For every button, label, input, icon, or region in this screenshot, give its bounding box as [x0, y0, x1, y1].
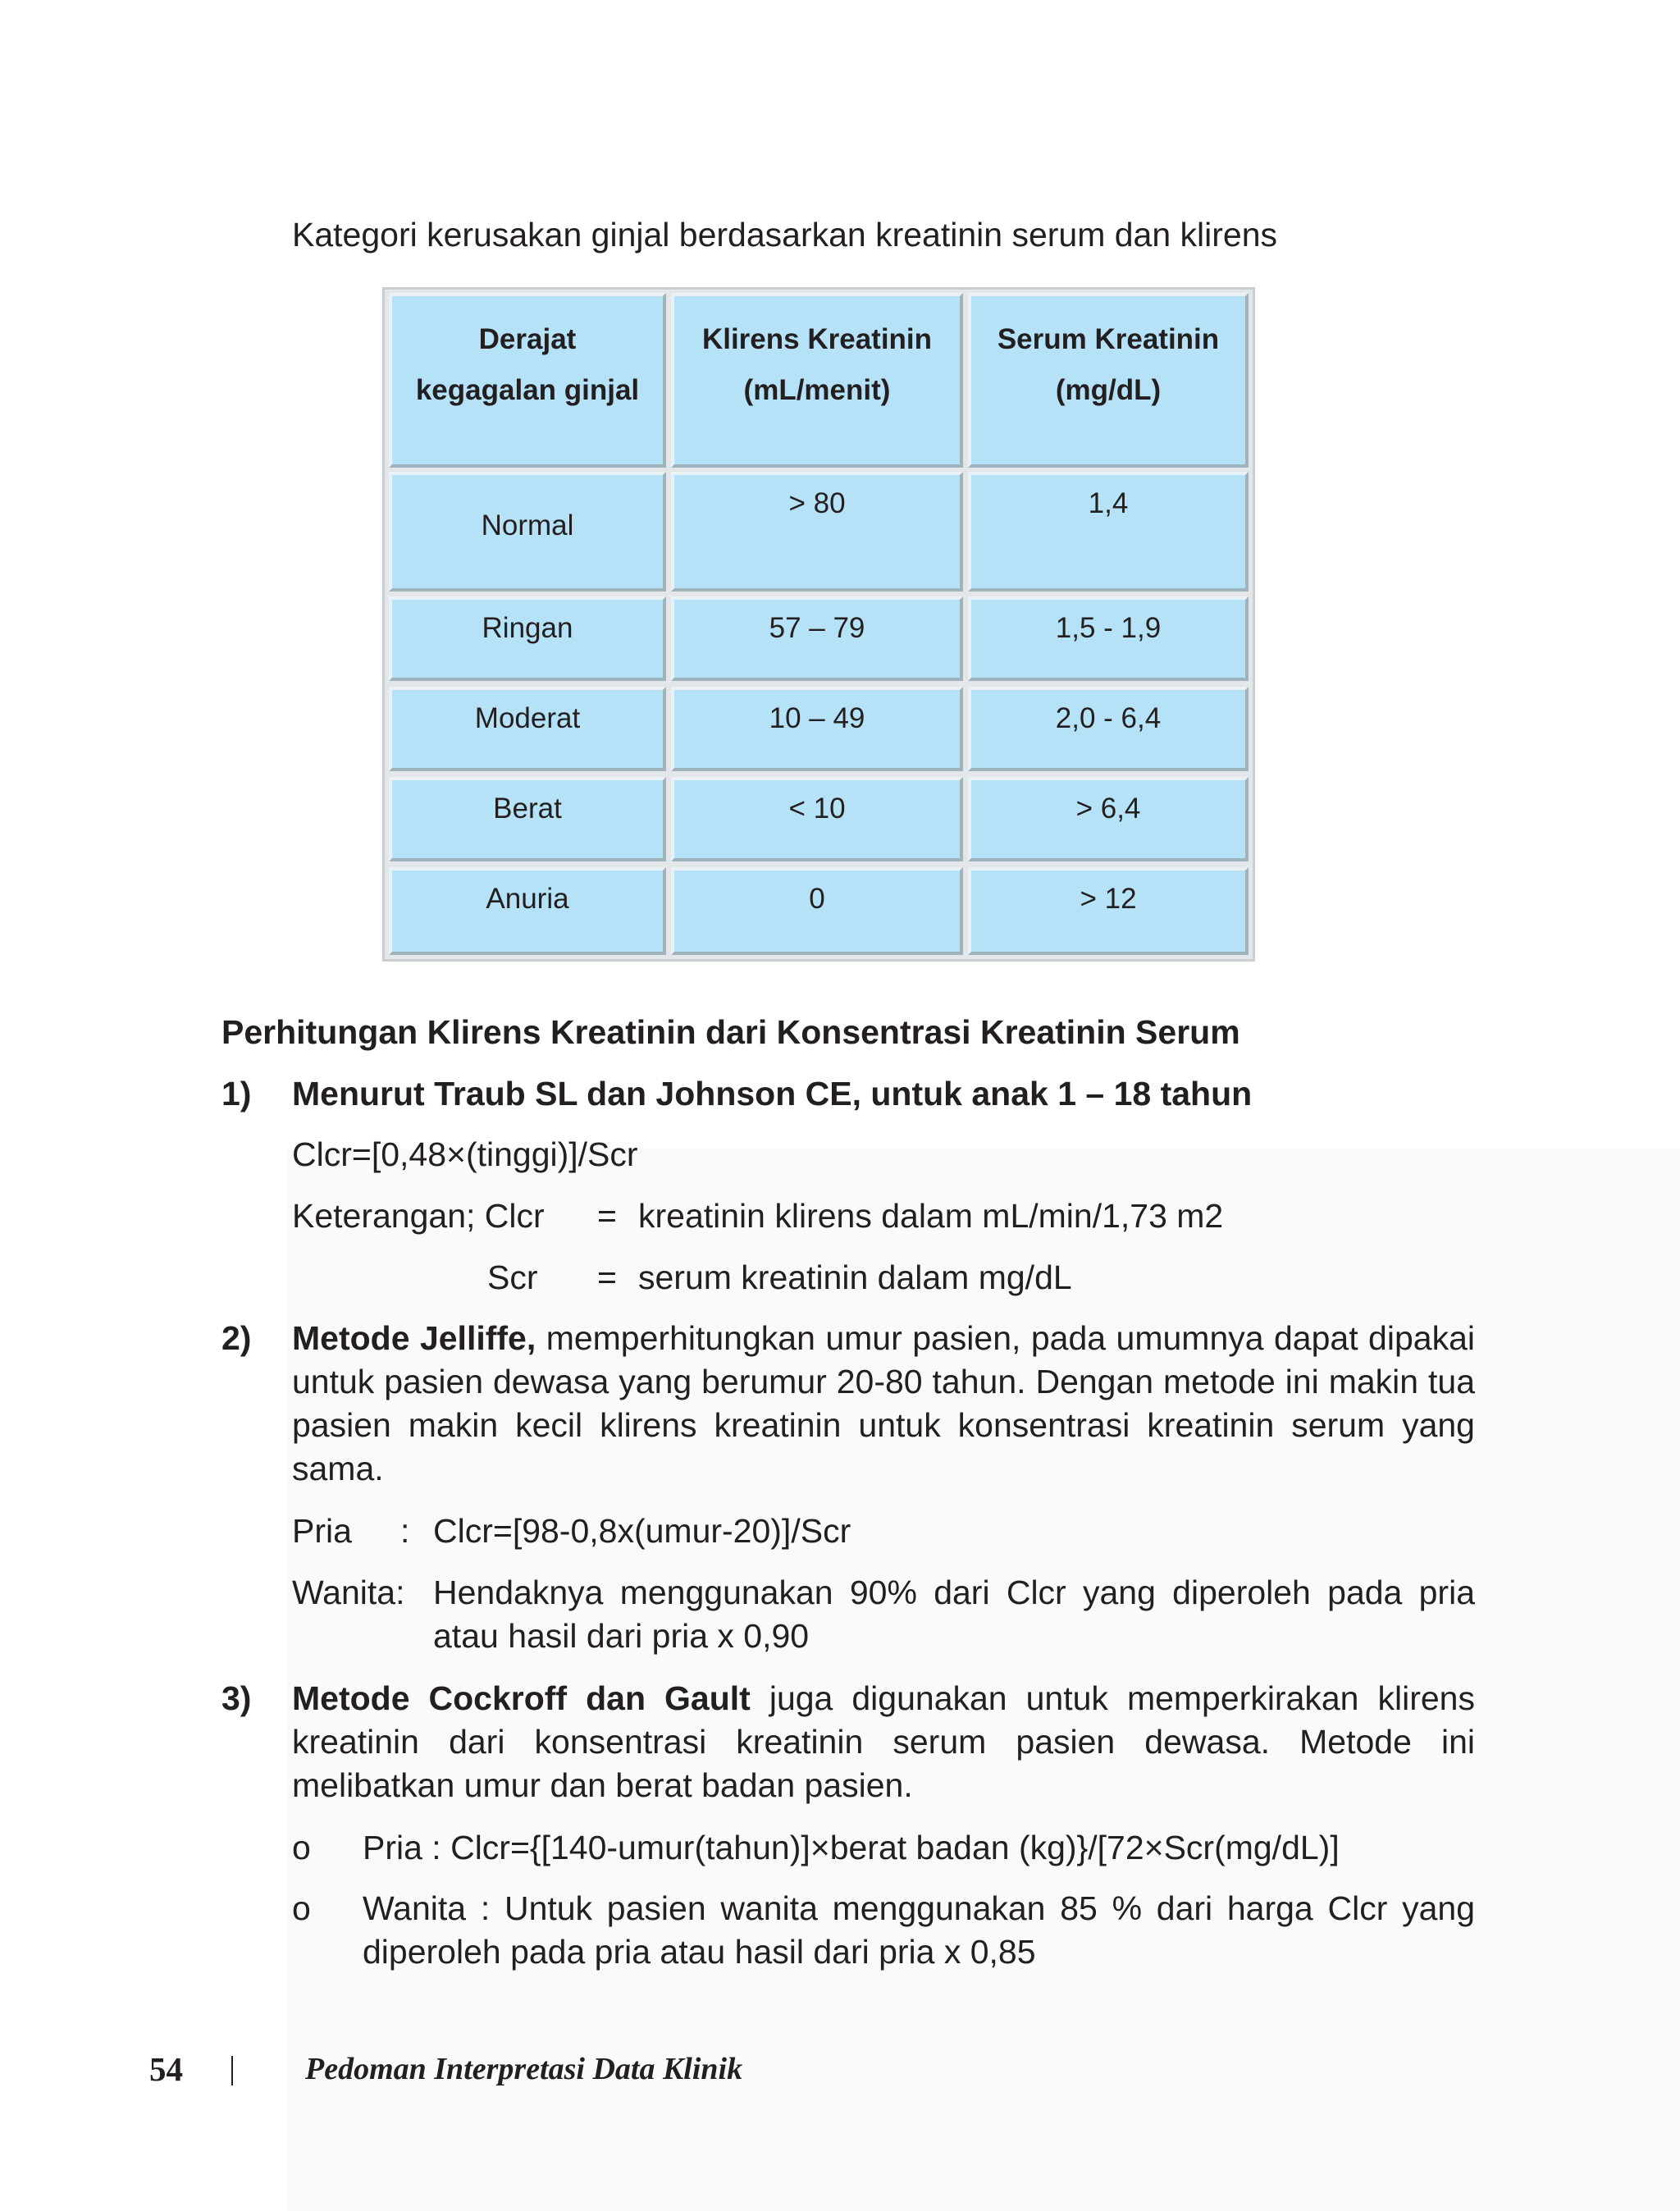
table-cell: > 6,4: [968, 777, 1249, 861]
item-paragraph: [292, 1317, 1475, 1491]
table-cell: 10 – 49: [671, 687, 963, 771]
wanita-note: Hendaknya menggunakan 90% dari Clcr yang diperoleh pada pria atau hasil dari pria x 0,90: [433, 1574, 1475, 1655]
table-caption: Kategori kerusakan ginjal berdasarkan kreatinin serum dan klirens: [292, 216, 1278, 254]
header-line: Klirens Kreatinin: [701, 323, 933, 355]
table-header-serum: [968, 293, 1249, 468]
item-number: 1): [221, 1075, 252, 1112]
table-cell: Berat: [389, 777, 666, 861]
table-cell: Moderat: [389, 687, 666, 771]
table-cell: < 10: [671, 777, 963, 861]
formula-jelliffe: Clcr=[98-0,8x(umur-20)]/Scr: [433, 1512, 851, 1550]
table-cell: Ringan: [389, 596, 666, 681]
item-lead: Metode Jelliffe,: [292, 1319, 536, 1357]
table-header-derajat: [389, 293, 666, 468]
page-number: 54: [149, 2050, 183, 2088]
header-line: Serum Kreatinin: [997, 323, 1220, 355]
item-lead: Metode Cockroff dan Gault: [292, 1679, 751, 1717]
bullet-marker: o: [292, 1829, 311, 1866]
header-line: kegagalan ginjal: [415, 374, 640, 406]
note-definition: serum kreatinin dalam mg/dL: [638, 1259, 1072, 1296]
note-equals: =: [597, 1259, 617, 1296]
header-line: Derajat: [478, 323, 577, 355]
table-cell: Normal: [389, 472, 666, 592]
note-definition: kreatinin klirens dalam mL/min/1,73 m2: [638, 1197, 1224, 1235]
formula-traub: Clcr=[0,48×(tinggi)]/Scr: [292, 1135, 638, 1173]
item-paragraph: [292, 1677, 1475, 1807]
table-cell: > 12: [968, 867, 1249, 955]
table-cell: > 80: [671, 472, 963, 592]
bullet-text: Wanita : Untuk pasien wanita menggunakan 85 % dari harga Clcr yang diperoleh pada pria atau hasil dari pria x 0,85: [363, 1889, 1475, 1971]
note-label: Keterangan; Clcr: [292, 1197, 545, 1235]
table-cell: 57 – 79: [671, 596, 963, 681]
formula-label: Pria: [292, 1512, 352, 1550]
item-number: 3): [221, 1679, 252, 1717]
item-text: juga digunakan untuk memperkirakan klirens kreatinin dari konsentrasi kreatinin serum pasien dewasa. Metode ini melibatkan umur dan berat badan pasien.: [292, 1679, 1475, 1804]
table-cell: 0: [671, 867, 963, 955]
table-cell: 1,5 - 1,9: [968, 596, 1249, 681]
item-title: Menurut Traub SL dan Johnson CE, untuk anak 1 – 18 tahun: [292, 1075, 1253, 1112]
footer-title: Pedoman Interpretasi Data Klinik: [305, 2052, 743, 2086]
header-line: (mg/dL): [1055, 374, 1162, 406]
table-cell: 2,0 - 6,4: [968, 687, 1249, 771]
note-equals: =: [597, 1197, 617, 1235]
header-line: (mL/menit): [743, 374, 891, 406]
table-header-klirens: [671, 293, 963, 468]
formula-cockroft: Pria : Clcr={[140-umur(tahun)]×berat badan (kg)}/[72×Scr(mg/dL)]: [363, 1829, 1340, 1866]
formula-label: Wanita:: [292, 1574, 405, 1611]
formula-colon: :: [400, 1512, 410, 1550]
bullet-marker: o: [292, 1889, 311, 1927]
table-cell: Anuria: [389, 867, 666, 955]
section-heading: Perhitungan Klirens Kreatinin dari Konsentrasi Kreatinin Serum: [221, 1013, 1240, 1051]
table-cell: 1,4: [968, 472, 1249, 592]
item-text: memperhitungkan umur pasien, pada umumnya dapat dipakai untuk pasien dewasa yang berumur 20-80 tahun. Dengan metode ini makin tua pasien makin kecil klirens kreatinin untuk konsentrasi kreatinin serum yang sama.: [292, 1319, 1475, 1487]
item-number: 2): [221, 1319, 252, 1357]
note-label: Scr: [487, 1259, 538, 1296]
footer-divider: [231, 2056, 233, 2085]
